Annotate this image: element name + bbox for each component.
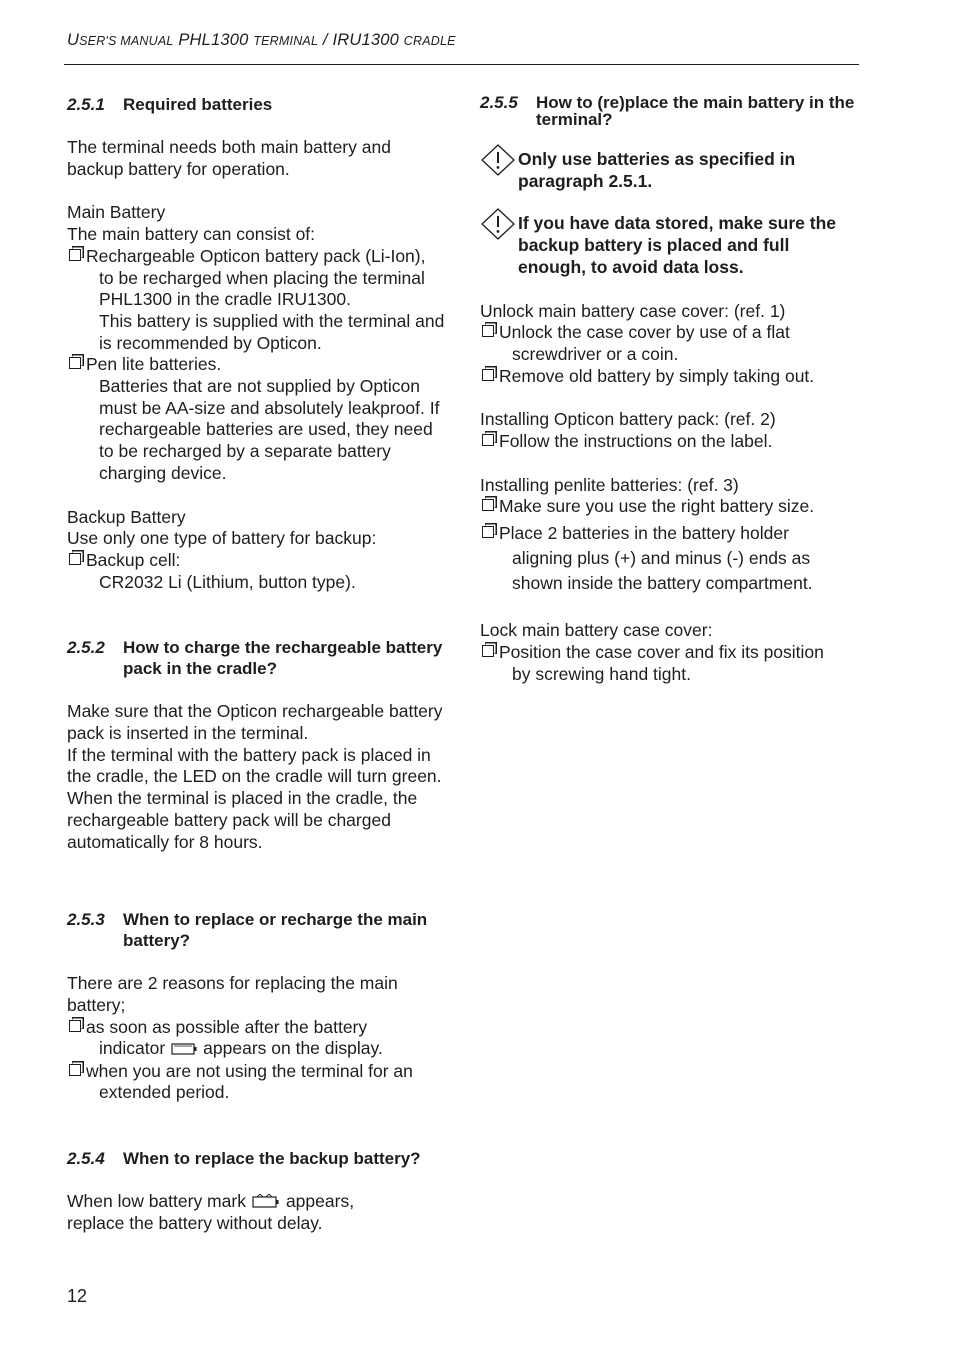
list-item-text: Backup cell: [86, 549, 181, 570]
list-item-continuation: CR2032 Li (Lithium, button type). [99, 571, 356, 592]
list-item [480, 521, 860, 546]
list-item [480, 496, 860, 518]
subheading-main-battery: Main Battery [67, 202, 166, 223]
warning-text: Only use batteries as specified in paragraph 2.5.1. [518, 149, 796, 191]
section-2-5-2-heading [67, 637, 452, 679]
section-number: 2.5.4 [67, 1149, 105, 1169]
section-title: How to (re)place the main battery in the terminal? [536, 93, 855, 129]
list-item-text: Position the case cover and fix its position [499, 641, 824, 662]
paragraph: When the terminal is placed in the cradle, the rechargeable battery pack will be charged automatically for 8 hours. [67, 788, 418, 852]
list-item [480, 322, 860, 344]
list-item [480, 431, 860, 453]
text-fragment: appears on the display. [203, 1038, 383, 1059]
list-item-text: Pen lite batteries. [86, 354, 222, 375]
list-item [67, 246, 452, 268]
paragraph: The terminal needs both main battery and backup battery for operation. [67, 137, 391, 179]
list-item-text: Place 2 batteries in the battery holder [499, 523, 789, 544]
checkbox-bullet-icon [69, 249, 81, 261]
warning-diamond-icon [480, 207, 516, 239]
list-item-text: as soon as possible after the battery [86, 1016, 368, 1037]
paragraph: Make sure that the Opticon rechargeable battery pack is inserted in the terminal. [67, 701, 443, 744]
section-title: How to charge the rechargeable battery pack in the cradle? [123, 638, 443, 679]
list-item-note: This battery is supplied with the terminal and is recommended by Opticon. [99, 310, 445, 353]
section-title: Required batteries [123, 95, 273, 114]
checkbox-bullet-icon [69, 357, 81, 369]
text-fragment: When low battery mark [67, 1191, 246, 1212]
list-item [67, 354, 452, 376]
header-part6: CRADLE [403, 34, 456, 48]
checkbox-bullet-icon [482, 526, 494, 538]
paragraph: Use only one type of battery for backup: [67, 528, 377, 549]
battery-indicator-icon [171, 1039, 197, 1061]
header-rule [64, 64, 859, 65]
list-item-text: Unlock the case cover by use of a flat [499, 322, 790, 343]
list-item-text: Make sure you use the right battery size. [499, 496, 815, 517]
subheading-backup-battery: Backup Battery [67, 506, 186, 527]
checkbox-bullet-icon [69, 553, 81, 565]
section-2-5-5-heading [480, 94, 860, 128]
list-item [480, 366, 860, 388]
section-title: When to replace or recharge the main battery? [123, 910, 428, 951]
text-fragment: indicator [99, 1038, 166, 1059]
left-column [67, 94, 452, 1235]
section-2-5-4-heading [67, 1148, 452, 1169]
header-part5: / IRU1300 [318, 31, 404, 49]
header-part2: SER'S MANUAL [79, 34, 174, 48]
list-item [67, 1061, 452, 1083]
list-item-continuation: screwdriver or a coin. [512, 343, 679, 364]
checkbox-bullet-icon [482, 645, 494, 657]
section-number: 2.5.3 [67, 910, 105, 930]
paragraph: There are 2 reasons for replacing the main battery; [67, 973, 398, 1015]
paragraph: Unlock main battery case cover: (ref. 1) [480, 300, 786, 321]
paragraph: The main battery can consist of: [67, 224, 316, 245]
paragraph: replace the battery without delay. [67, 1213, 323, 1234]
list-item-text: Follow the instructions on the label. [499, 431, 773, 452]
paragraph [67, 1191, 452, 1213]
header-part3: PHL1300 [173, 31, 254, 49]
list-item-text: when you are not using the terminal for an [86, 1060, 413, 1081]
list-item-continuation: to be recharged when placing the terminal PHL1300 in the cradle IRU1300. [99, 267, 425, 310]
section-2-5-1-heading [67, 94, 452, 115]
right-column [480, 94, 860, 685]
section-number: 2.5.2 [67, 638, 105, 658]
list-item [67, 550, 452, 572]
section-2-5-3-heading [67, 909, 452, 951]
paragraph: Installing Opticon battery pack: (ref. 2) [480, 409, 776, 430]
text-fragment: appears, [285, 1191, 355, 1212]
checkbox-bullet-icon [69, 1020, 81, 1032]
paragraph: Lock main battery case cover: [480, 620, 713, 641]
checkbox-bullet-icon [69, 1064, 81, 1076]
page-number: 12 [67, 1286, 88, 1306]
header-part4: TERMINAL [253, 34, 319, 48]
list-item-text: Rechargeable Opticon battery pack (Li-Ion), [86, 245, 426, 266]
low-battery-icon [252, 1192, 280, 1214]
list-item-continuation: aligning plus (+) and minus (-) ends as shown inside the battery compartment. [512, 548, 813, 594]
list-item-continuation: by screwing hand tight. [512, 663, 691, 684]
list-item [480, 642, 860, 664]
paragraph: If the terminal with the battery pack is placed in the cradle, the LED on the cradle will turn green. [67, 744, 442, 787]
checkbox-bullet-icon [482, 434, 494, 446]
warning-note [480, 149, 860, 192]
list-item-continuation [67, 1038, 452, 1060]
list-item-continuation: extended period. [99, 1082, 230, 1103]
section-title: When to replace the backup battery? [123, 1149, 421, 1169]
warning-text: If you have data stored, make sure the backup battery is placed and full enough, to avoid data loss. [518, 213, 837, 277]
warning-note [480, 213, 860, 278]
list-item [67, 1017, 452, 1039]
page-header [67, 30, 456, 53]
list-item-continuation: Batteries that are not supplied by Opticon must be AA-size and absolutely leakproof. If rechargeable batteries are used, they need to be recharged by a separate battery charging device. [99, 376, 440, 483]
paragraph: Installing penlite batteries: (ref. 3) [480, 474, 739, 495]
warning-diamond-icon [480, 143, 516, 175]
checkbox-bullet-icon [482, 325, 494, 337]
checkbox-bullet-icon [482, 369, 494, 381]
section-number: 2.5.1 [67, 95, 105, 114]
section-number: 2.5.5 [480, 93, 518, 112]
header-part1: U [67, 31, 80, 49]
checkbox-bullet-icon [482, 499, 494, 511]
list-item-text: Remove old battery by simply taking out. [499, 365, 815, 386]
